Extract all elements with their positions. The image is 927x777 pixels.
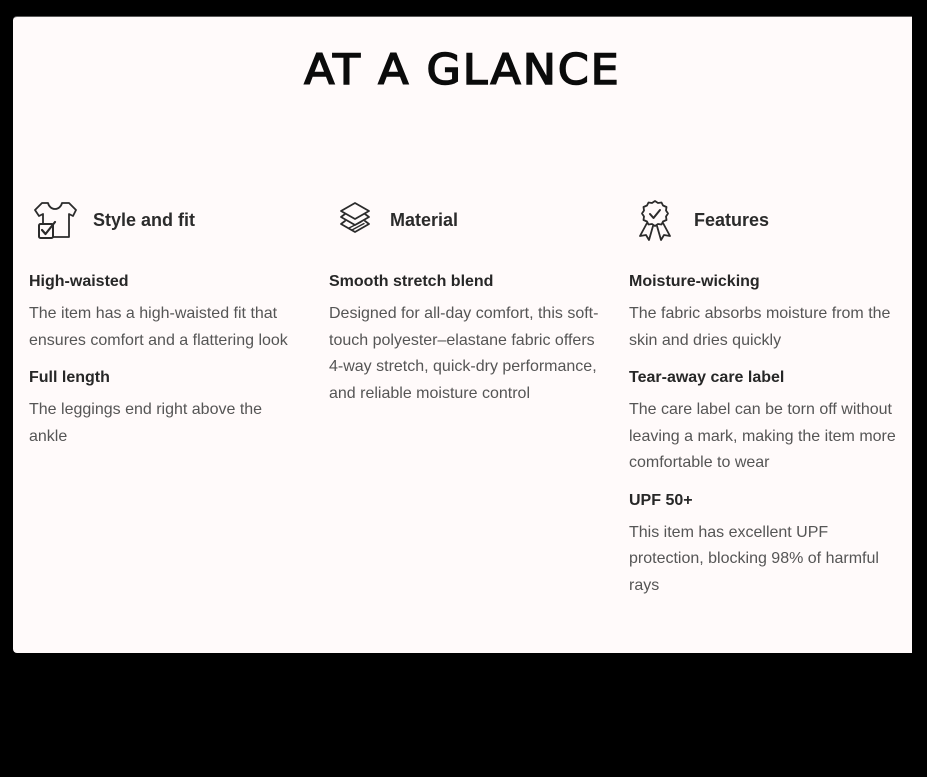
- list-item: [629, 491, 904, 600]
- item-description: The leggings end right above the ankle: [29, 401, 263, 445]
- item-title: Smooth stretch blend: [329, 273, 494, 290]
- list-item: [29, 368, 299, 450]
- tshirt-check-icon: [33, 199, 77, 241]
- column-header: [629, 200, 904, 240]
- list-item: [629, 368, 904, 477]
- layers-icon: [333, 199, 377, 241]
- item-description: The item has a high-waisted fit that ensures comfort and a flattering look: [29, 305, 288, 349]
- item-title: Tear-away care label: [629, 369, 785, 386]
- item-description: The fabric absorbs moisture from the skin and dries quickly: [629, 305, 891, 349]
- list-item: [29, 272, 299, 354]
- item-description: Designed for all-day comfort, this soft-touch polyester–elastane fabric offers 4-way stretch, quick-dry performance, and reliable moisture control: [329, 305, 599, 402]
- column-heading: Features: [694, 209, 770, 230]
- column-heading: Material: [390, 209, 459, 230]
- item-title: High-waisted: [29, 273, 129, 290]
- page-title: AT A GLANCE: [304, 45, 621, 94]
- item-description: The care label can be torn off without leaving a mark, making the item more comfortable to wear: [629, 401, 896, 471]
- column-features: [629, 200, 904, 613]
- column-heading: Style and fit: [93, 209, 196, 230]
- item-list: [29, 272, 299, 450]
- item-list: [629, 272, 904, 599]
- list-item: [329, 272, 599, 407]
- at-a-glance-card: [13, 16, 912, 653]
- item-title: Moisture-wicking: [629, 273, 760, 290]
- item-description: This item has excellent UPF protection, blocking 98% of harmful rays: [629, 523, 879, 594]
- column-material: [329, 200, 599, 421]
- column-style-and-fit: [29, 200, 299, 464]
- column-header: [29, 200, 299, 240]
- item-title: UPF 50+: [629, 491, 693, 509]
- item-title: Full length: [29, 369, 110, 386]
- list-item: [629, 272, 904, 354]
- item-list: [329, 272, 599, 407]
- award-ribbon-icon: [633, 199, 677, 241]
- column-header: [329, 200, 599, 240]
